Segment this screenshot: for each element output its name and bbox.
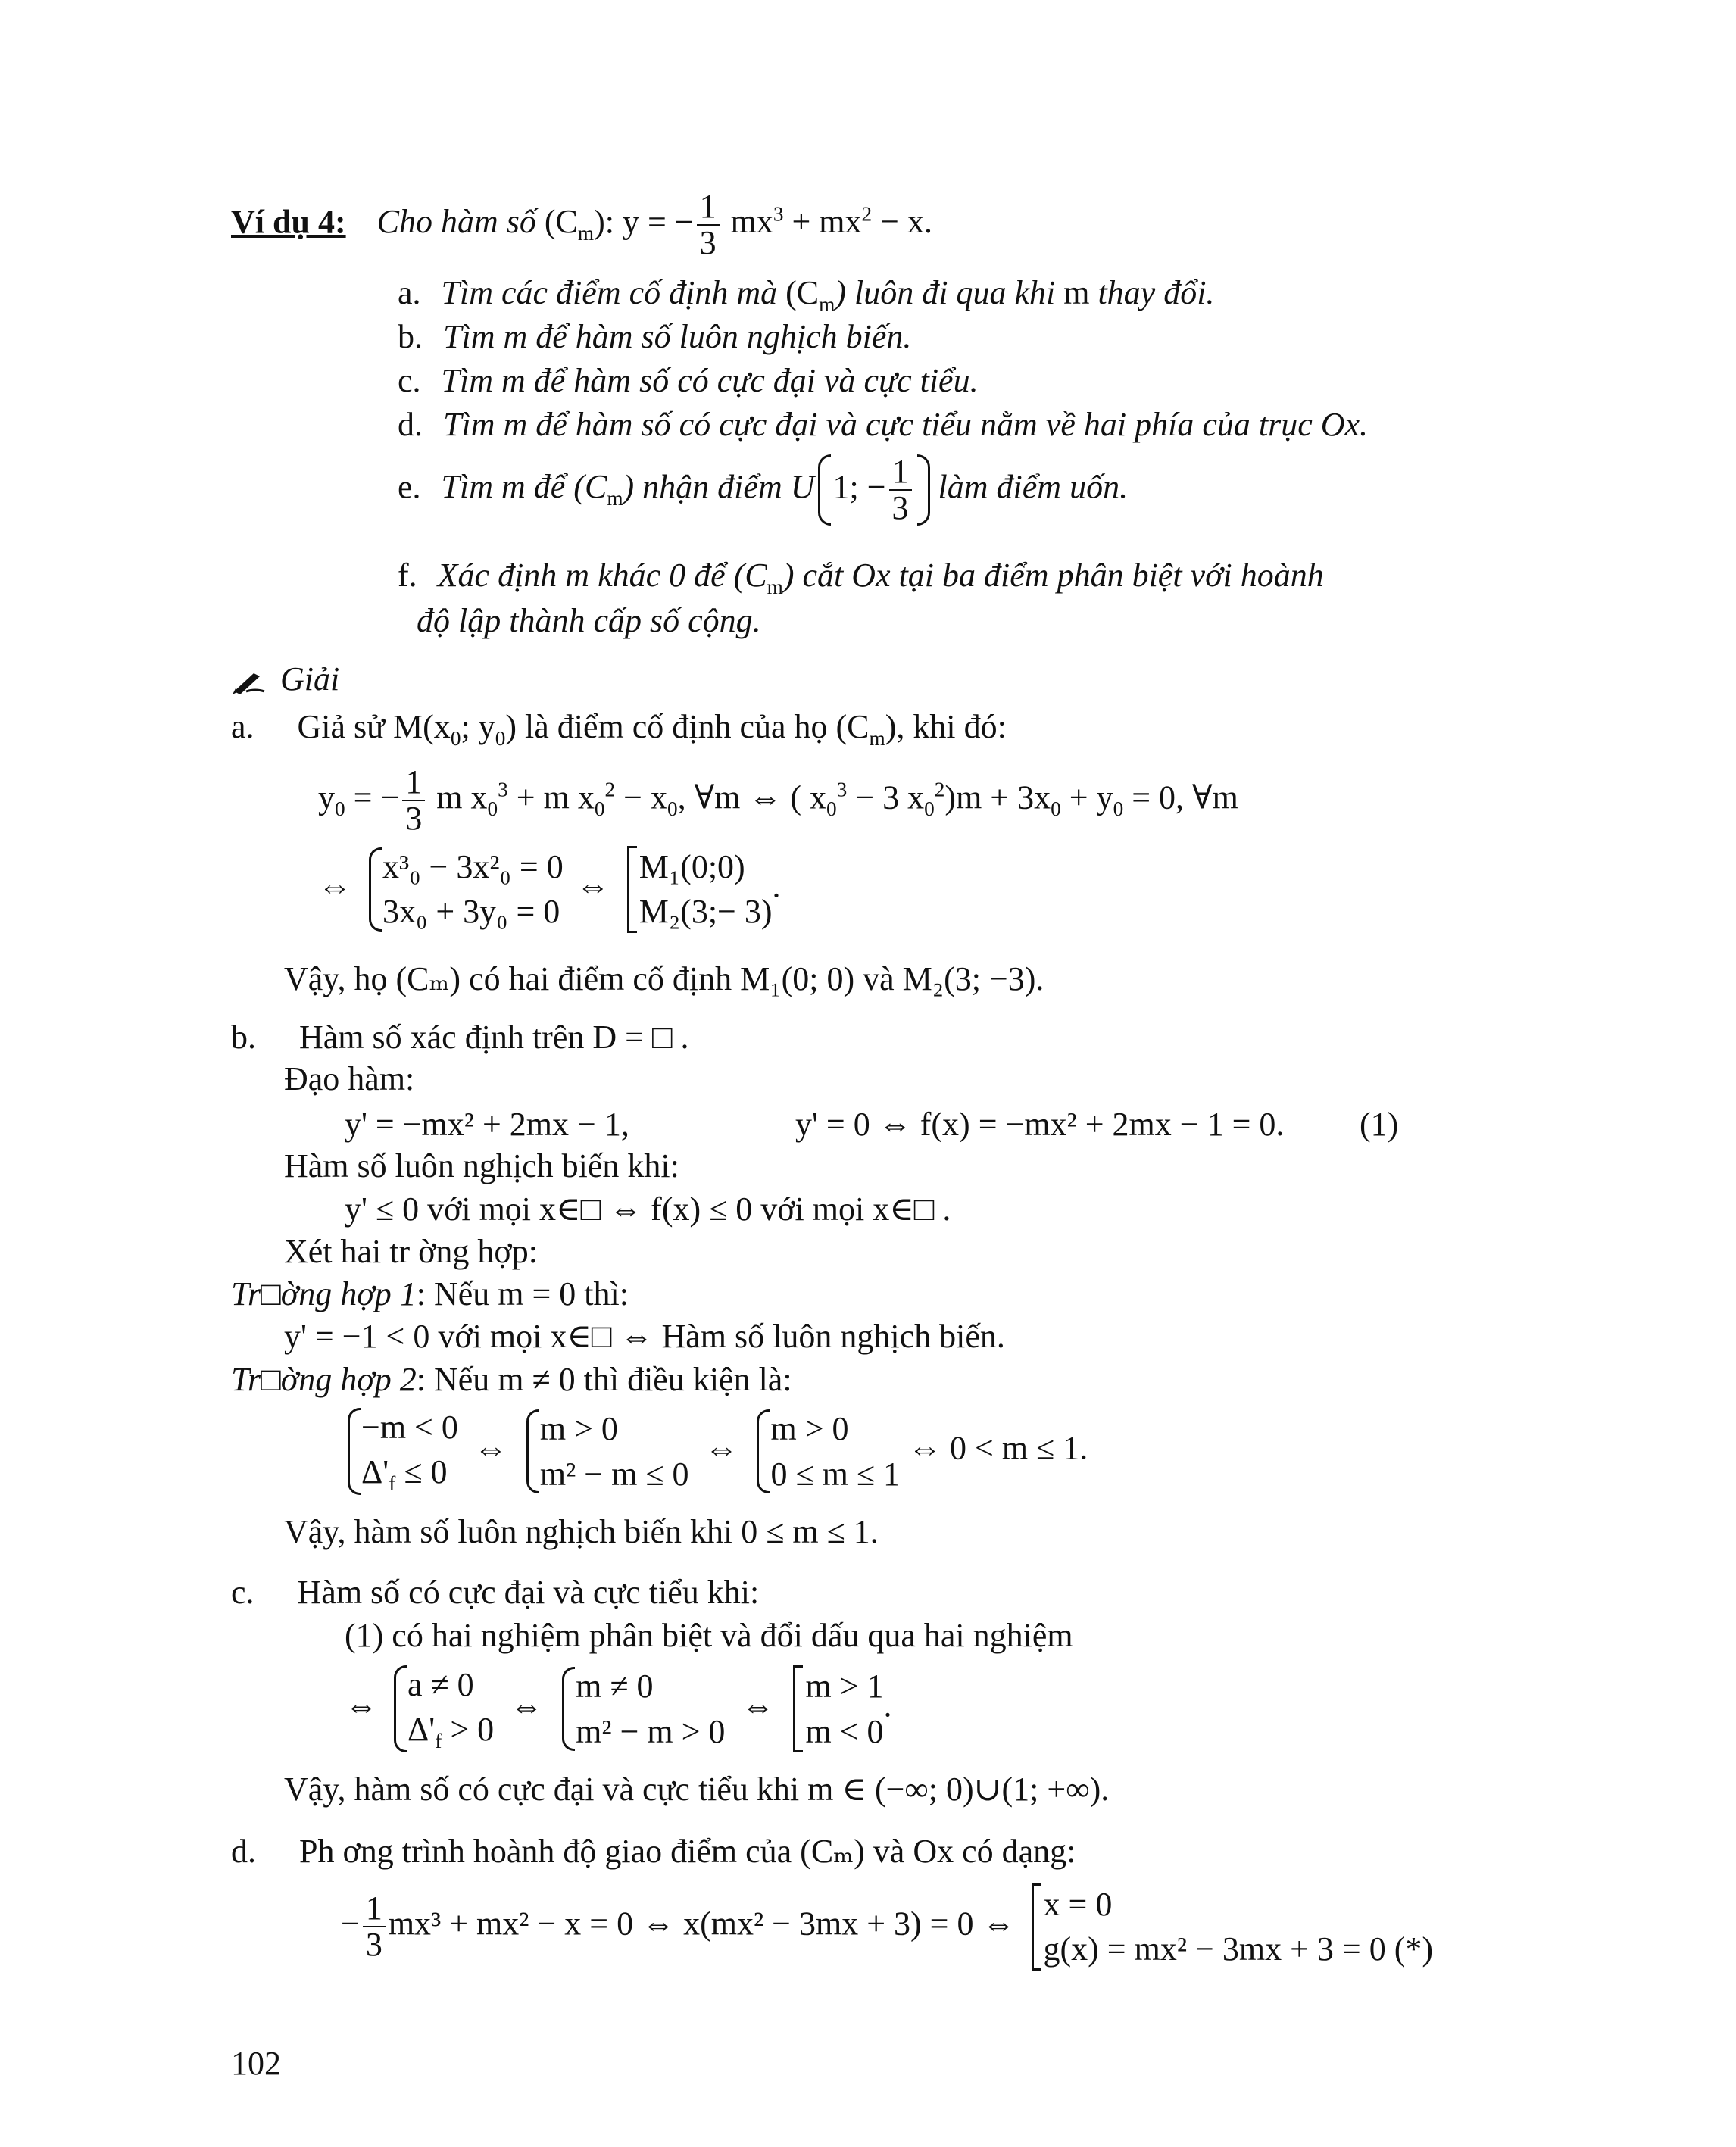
page-number: 102 xyxy=(231,2045,281,2082)
solution-c-conclusion: Vậy, hàm số có cực đại và cực tiểu khi m ∈ (−∞; 0)∪(1; +∞). xyxy=(284,1771,1110,1808)
solution-b-line1: b. Hàm số xác định trên D = □ . xyxy=(231,1019,689,1056)
result-bracket: M₁(0;0) M₂(3;− 3) xyxy=(624,844,773,935)
solution-d-equation: − $\frac{1}{3}$ mx³ + mx² − x = 0 ⇔ x(mx² − 3mx + 3) = 0 ⇔ x = 0 g(x) = mx² − 3mx + 3 = 0 (*) xyxy=(341,1882,1433,1972)
task-f: f. Xác định m khác 0 để $(C_m)$ cắt Ox tại ba điểm phân biệt với hoành xyxy=(398,557,1324,598)
solution-b-line5: y' ≤ 0 với mọi x∈□ ⇔ f(x) ≤ 0 với mọi x∈□ . xyxy=(345,1191,951,1228)
example-heading xyxy=(231,189,932,261)
task-a: a. Tìm các điểm cố định mà $(C_m)$ luôn đi qua khi m thay đổi. xyxy=(398,274,1215,316)
task-b: b. Tìm m để hàm số luôn nghịch biến. xyxy=(398,318,912,355)
case-2-heading: Tr□ờng hợp 2: Nếu m ≠ 0 thì điều kiện là: xyxy=(231,1361,792,1398)
equation-number-1: (1) xyxy=(1360,1106,1399,1143)
solution-b-conclusion: Vậy, hàm số luôn nghịch biến khi 0 ≤ m ≤ 1. xyxy=(284,1513,879,1550)
system-brace: m ≠ 0 m² − m > 0 xyxy=(559,1664,725,1754)
system-brace: x³₀ − 3x²₀ = 0 3x₀ + 3y₀ = 0 xyxy=(366,844,564,935)
result-bracket: x = 0 g(x) = mx² − 3mx + 3 = 0 (*) xyxy=(1029,1882,1434,1972)
solution-a-line2: $y_0$ = − $\frac{1}{3}$ m $x_0^3 + m$ $x_0^2 - x_0$, ∀m ⇔ ( $x_0^3 - 3$ $x_0^2)m + 3x_0 + y_0 = 0$, ∀m xyxy=(318,763,1238,838)
solution-c-systems: ⇔ a ≠ 0 $\Delta'_f > 0$ ⇔ m ≠ 0 m² − m > 0 ⇔ m > 1 m < 0 . xyxy=(345,1662,891,1755)
result-bracket: m > 1 m < 0 xyxy=(790,1664,883,1754)
solution-c-line1: c. Hàm số có cực đại và cực tiểu khi: xyxy=(231,1574,760,1611)
system-brace: m > 0 m² − m ≤ 0 xyxy=(523,1406,689,1496)
solution-c-line2: (1) có hai nghiệm phân biệt và đổi dấu qua hai nghiệm xyxy=(345,1617,1073,1654)
function-eq-end: $mx^3 + mx^2 - x$. xyxy=(722,202,932,241)
solution-b-line2: Đạo hàm: xyxy=(284,1060,415,1097)
fraction-one-third: $\frac{1}{3}$ xyxy=(697,189,720,261)
solution-b-systems: −m < 0 $\Delta'_f \le 0$ ⇔ m > 0 m² − m ≤ 0 ⇔ m > 0 0 ≤ m ≤ 1 ⇔ 0 < m ≤ 1. xyxy=(345,1405,1088,1498)
solution-b-line8: y' = −1 < 0 với mọi x∈□ ⇔ Hàm số luôn nghịch biến. xyxy=(284,1318,1005,1355)
system-brace: a ≠ 0 $\Delta'_f > 0$ xyxy=(391,1662,494,1755)
example-label: Ví dụ 4: xyxy=(231,203,346,241)
case-1-heading: Tr□ờng hợp 1: Nếu m = 0 thì: xyxy=(231,1275,629,1312)
solution-d-line1: d. Ph ơng trình hoành độ giao điểm của (Cₘ) và Ox có dạng: xyxy=(231,1833,1076,1870)
system-brace: −m < 0 $\Delta'_f \le 0$ xyxy=(345,1405,458,1498)
task-f-cont: độ lập thành cấp số cộng. xyxy=(417,602,761,639)
function-eq-start: ): y = − xyxy=(594,203,694,241)
solution-b-derivative: y' = −mx² + 2mx − 1, xyxy=(345,1106,629,1143)
solution-a-line1: a. Giả sử $M(x_0$; $y_0$) là điểm cố định của họ $(C_m)$, khi đó: xyxy=(231,708,1007,750)
task-c: c. Tìm m để hàm số có cực đại và cực tiểu. xyxy=(398,362,979,399)
example-intro: Cho hàm số xyxy=(376,203,536,241)
solution-a-system: ⇔ x³₀ − 3x²₀ = 0 3x₀ + 3y₀ = 0 ⇔ M₁(0;0) M₂(3;− 3) . xyxy=(318,844,781,935)
solution-b-line6: Xét hai tr ờng hợp: xyxy=(284,1233,538,1270)
solution-b-equation: y' = 0 ⇔ f(x) = −mx² + 2mx − 1 = 0. xyxy=(795,1106,1285,1143)
solution-a-conclusion: Vậy, họ (Cₘ) có hai điểm cố định M₁(0; 0) và M₂(3; −3). xyxy=(284,960,1044,997)
task-e: e. Tìm m để $(C_m)$ nhận điểm U 1; − $\frac{1}{3}$ làm điểm uốn. xyxy=(398,453,1129,527)
solution-heading: Giải xyxy=(231,660,339,699)
system-brace: m > 0 0 ≤ m ≤ 1 xyxy=(754,1406,900,1496)
curve-name: ($C_m$ xyxy=(544,203,595,245)
pen-writing-icon xyxy=(231,669,267,696)
point-u-coords: 1; − $\frac{1}{3}$ xyxy=(818,454,930,526)
task-d: d. Tìm m để hàm số có cực đại và cực tiểu nằm về hai phía của trục Ox. xyxy=(398,406,1369,443)
solution-b-line4: Hàm số luôn nghịch biến khi: xyxy=(284,1147,679,1184)
